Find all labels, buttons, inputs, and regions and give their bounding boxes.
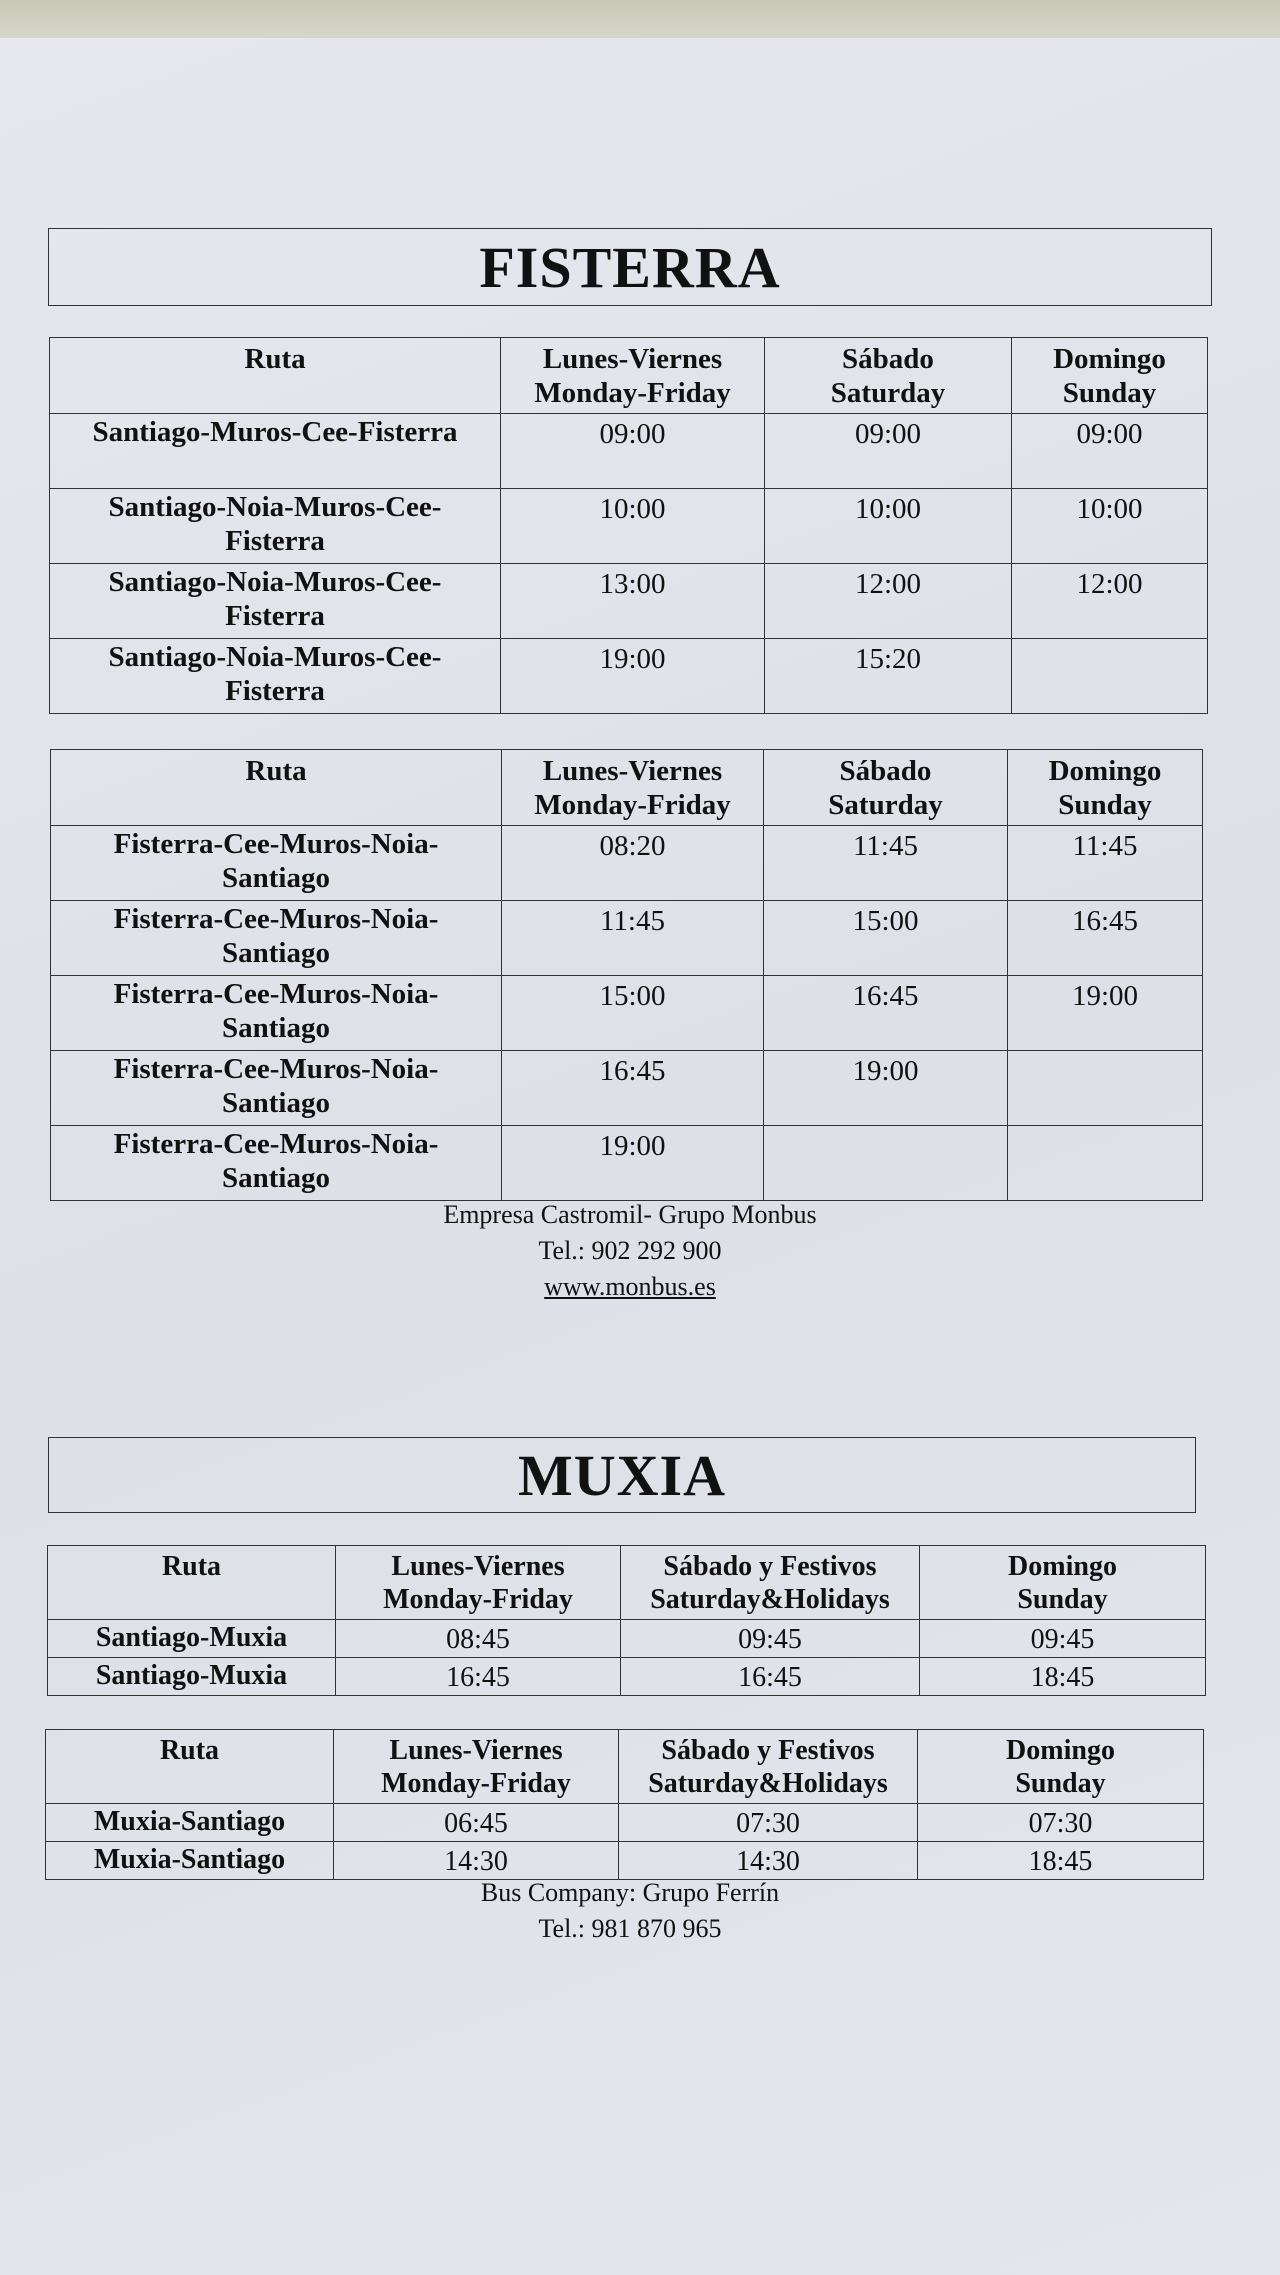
departure-time-cell: 14:30 xyxy=(619,1842,918,1880)
table-row xyxy=(50,414,1208,489)
fisterra-contact xyxy=(330,1197,930,1305)
route-column-header: Ruta xyxy=(46,1730,334,1804)
table-row xyxy=(48,1658,1206,1696)
fisterra-title: FISTERRA xyxy=(48,228,1212,306)
departure-time-cell: 13:00 xyxy=(501,564,765,639)
departure-time-cell: 15:00 xyxy=(764,901,1008,976)
route-cell: Fisterra-Cee-Muros-Noia- Santiago xyxy=(51,1126,502,1201)
day-column-header: Sábado y Festivos Saturday&Holidays xyxy=(621,1546,920,1620)
table-row xyxy=(51,1126,1203,1201)
departure-time-cell: 14:30 xyxy=(334,1842,619,1880)
wall-edge xyxy=(0,0,1280,38)
muxia-phone: Tel.: 981 870 965 xyxy=(538,1914,722,1943)
muxia-company: Bus Company: Grupo Ferrín xyxy=(480,1878,780,1907)
table-row xyxy=(51,901,1203,976)
route-cell: Santiago-Muxia xyxy=(48,1620,336,1658)
departure-time-cell: 09:45 xyxy=(920,1620,1206,1658)
departure-time-cell xyxy=(1008,1126,1203,1201)
route-cell: Muxia-Santiago xyxy=(46,1842,334,1880)
departure-time-cell: 09:00 xyxy=(765,414,1012,489)
departure-time-cell: 19:00 xyxy=(502,1126,764,1201)
table-row xyxy=(51,1051,1203,1126)
departure-time-cell: 16:45 xyxy=(502,1051,764,1126)
day-column-header: Sábado Saturday xyxy=(764,750,1008,826)
day-column-header: Domingo Sunday xyxy=(1012,338,1208,414)
departure-time-cell: 19:00 xyxy=(1008,976,1203,1051)
route-cell: Santiago-Noia-Muros-Cee- Fisterra xyxy=(50,489,501,564)
fisterra-phone: Tel.: 902 292 900 xyxy=(538,1236,722,1265)
departure-time-cell: 11:45 xyxy=(502,901,764,976)
table-row xyxy=(48,1620,1206,1658)
departure-time-cell xyxy=(1008,1051,1203,1126)
departure-time-cell: 16:45 xyxy=(1008,901,1203,976)
departure-time-cell: 09:00 xyxy=(501,414,765,489)
route-cell: Fisterra-Cee-Muros-Noia- Santiago xyxy=(51,976,502,1051)
day-column-header: Domingo Sunday xyxy=(918,1730,1204,1804)
monbus-website-link[interactable]: www.monbus.es xyxy=(544,1272,716,1301)
departure-time-cell: 08:20 xyxy=(502,826,764,901)
departure-time-cell: 10:00 xyxy=(765,489,1012,564)
departure-time-cell: 15:20 xyxy=(765,639,1012,714)
departure-time-cell: 12:00 xyxy=(765,564,1012,639)
muxia-contact xyxy=(330,1875,930,1947)
table-header-row xyxy=(51,750,1203,826)
route-cell: Muxia-Santiago xyxy=(46,1804,334,1842)
route-cell: Fisterra-Cee-Muros-Noia- Santiago xyxy=(51,1051,502,1126)
muxia-return-table xyxy=(45,1729,1204,1880)
table-header-row xyxy=(50,338,1208,414)
departure-time-cell: 06:45 xyxy=(334,1804,619,1842)
departure-time-cell: 10:00 xyxy=(1012,489,1208,564)
route-cell: Santiago-Muros-Cee-Fisterra xyxy=(50,414,501,489)
muxia-outbound-table xyxy=(47,1545,1206,1696)
departure-time-cell: 07:30 xyxy=(918,1804,1204,1842)
departure-time-cell: 15:00 xyxy=(502,976,764,1051)
table-row xyxy=(50,564,1208,639)
day-column-header: Domingo Sunday xyxy=(1008,750,1203,826)
departure-time-cell: 10:00 xyxy=(501,489,765,564)
route-cell: Santiago-Muxia xyxy=(48,1658,336,1696)
route-column-header: Ruta xyxy=(48,1546,336,1620)
route-cell: Fisterra-Cee-Muros-Noia- Santiago xyxy=(51,901,502,976)
departure-time-cell: 11:45 xyxy=(1008,826,1203,901)
departure-time-cell: 09:00 xyxy=(1012,414,1208,489)
fisterra-return-table xyxy=(50,749,1203,1201)
departure-time-cell: 16:45 xyxy=(764,976,1008,1051)
departure-time-cell: 12:00 xyxy=(1012,564,1208,639)
day-column-header: Sábado y Festivos Saturday&Holidays xyxy=(619,1730,918,1804)
muxia-title: MUXIA xyxy=(48,1437,1196,1513)
departure-time-cell xyxy=(1012,639,1208,714)
fisterra-outbound-table xyxy=(49,337,1208,714)
route-column-header: Ruta xyxy=(51,750,502,826)
table-row xyxy=(50,489,1208,564)
day-column-header: Sábado Saturday xyxy=(765,338,1012,414)
table-header-row xyxy=(48,1546,1206,1620)
day-column-header: Lunes-Viernes Monday-Friday xyxy=(501,338,765,414)
table-row xyxy=(51,826,1203,901)
departure-time-cell: 08:45 xyxy=(336,1620,621,1658)
route-cell: Santiago-Noia-Muros-Cee- Fisterra xyxy=(50,564,501,639)
day-column-header: Lunes-Viernes Monday-Friday xyxy=(502,750,764,826)
table-row xyxy=(51,976,1203,1051)
table-row xyxy=(46,1804,1204,1842)
table-row xyxy=(46,1842,1204,1880)
departure-time-cell: 19:00 xyxy=(764,1051,1008,1126)
route-cell: Fisterra-Cee-Muros-Noia- Santiago xyxy=(51,826,502,901)
day-column-header: Lunes-Viernes Monday-Friday xyxy=(334,1730,619,1804)
fisterra-company: Empresa Castromil- Grupo Monbus xyxy=(443,1200,817,1229)
day-column-header: Domingo Sunday xyxy=(920,1546,1206,1620)
table-header-row xyxy=(46,1730,1204,1804)
departure-time-cell: 16:45 xyxy=(336,1658,621,1696)
table-row xyxy=(50,639,1208,714)
departure-time-cell: 11:45 xyxy=(764,826,1008,901)
departure-time-cell: 18:45 xyxy=(920,1658,1206,1696)
departure-time-cell: 09:45 xyxy=(621,1620,920,1658)
day-column-header: Lunes-Viernes Monday-Friday xyxy=(336,1546,621,1620)
departure-time-cell: 18:45 xyxy=(918,1842,1204,1880)
route-cell: Santiago-Noia-Muros-Cee- Fisterra xyxy=(50,639,501,714)
departure-time-cell: 19:00 xyxy=(501,639,765,714)
route-column-header: Ruta xyxy=(50,338,501,414)
departure-time-cell: 16:45 xyxy=(621,1658,920,1696)
departure-time-cell xyxy=(764,1126,1008,1201)
departure-time-cell: 07:30 xyxy=(619,1804,918,1842)
